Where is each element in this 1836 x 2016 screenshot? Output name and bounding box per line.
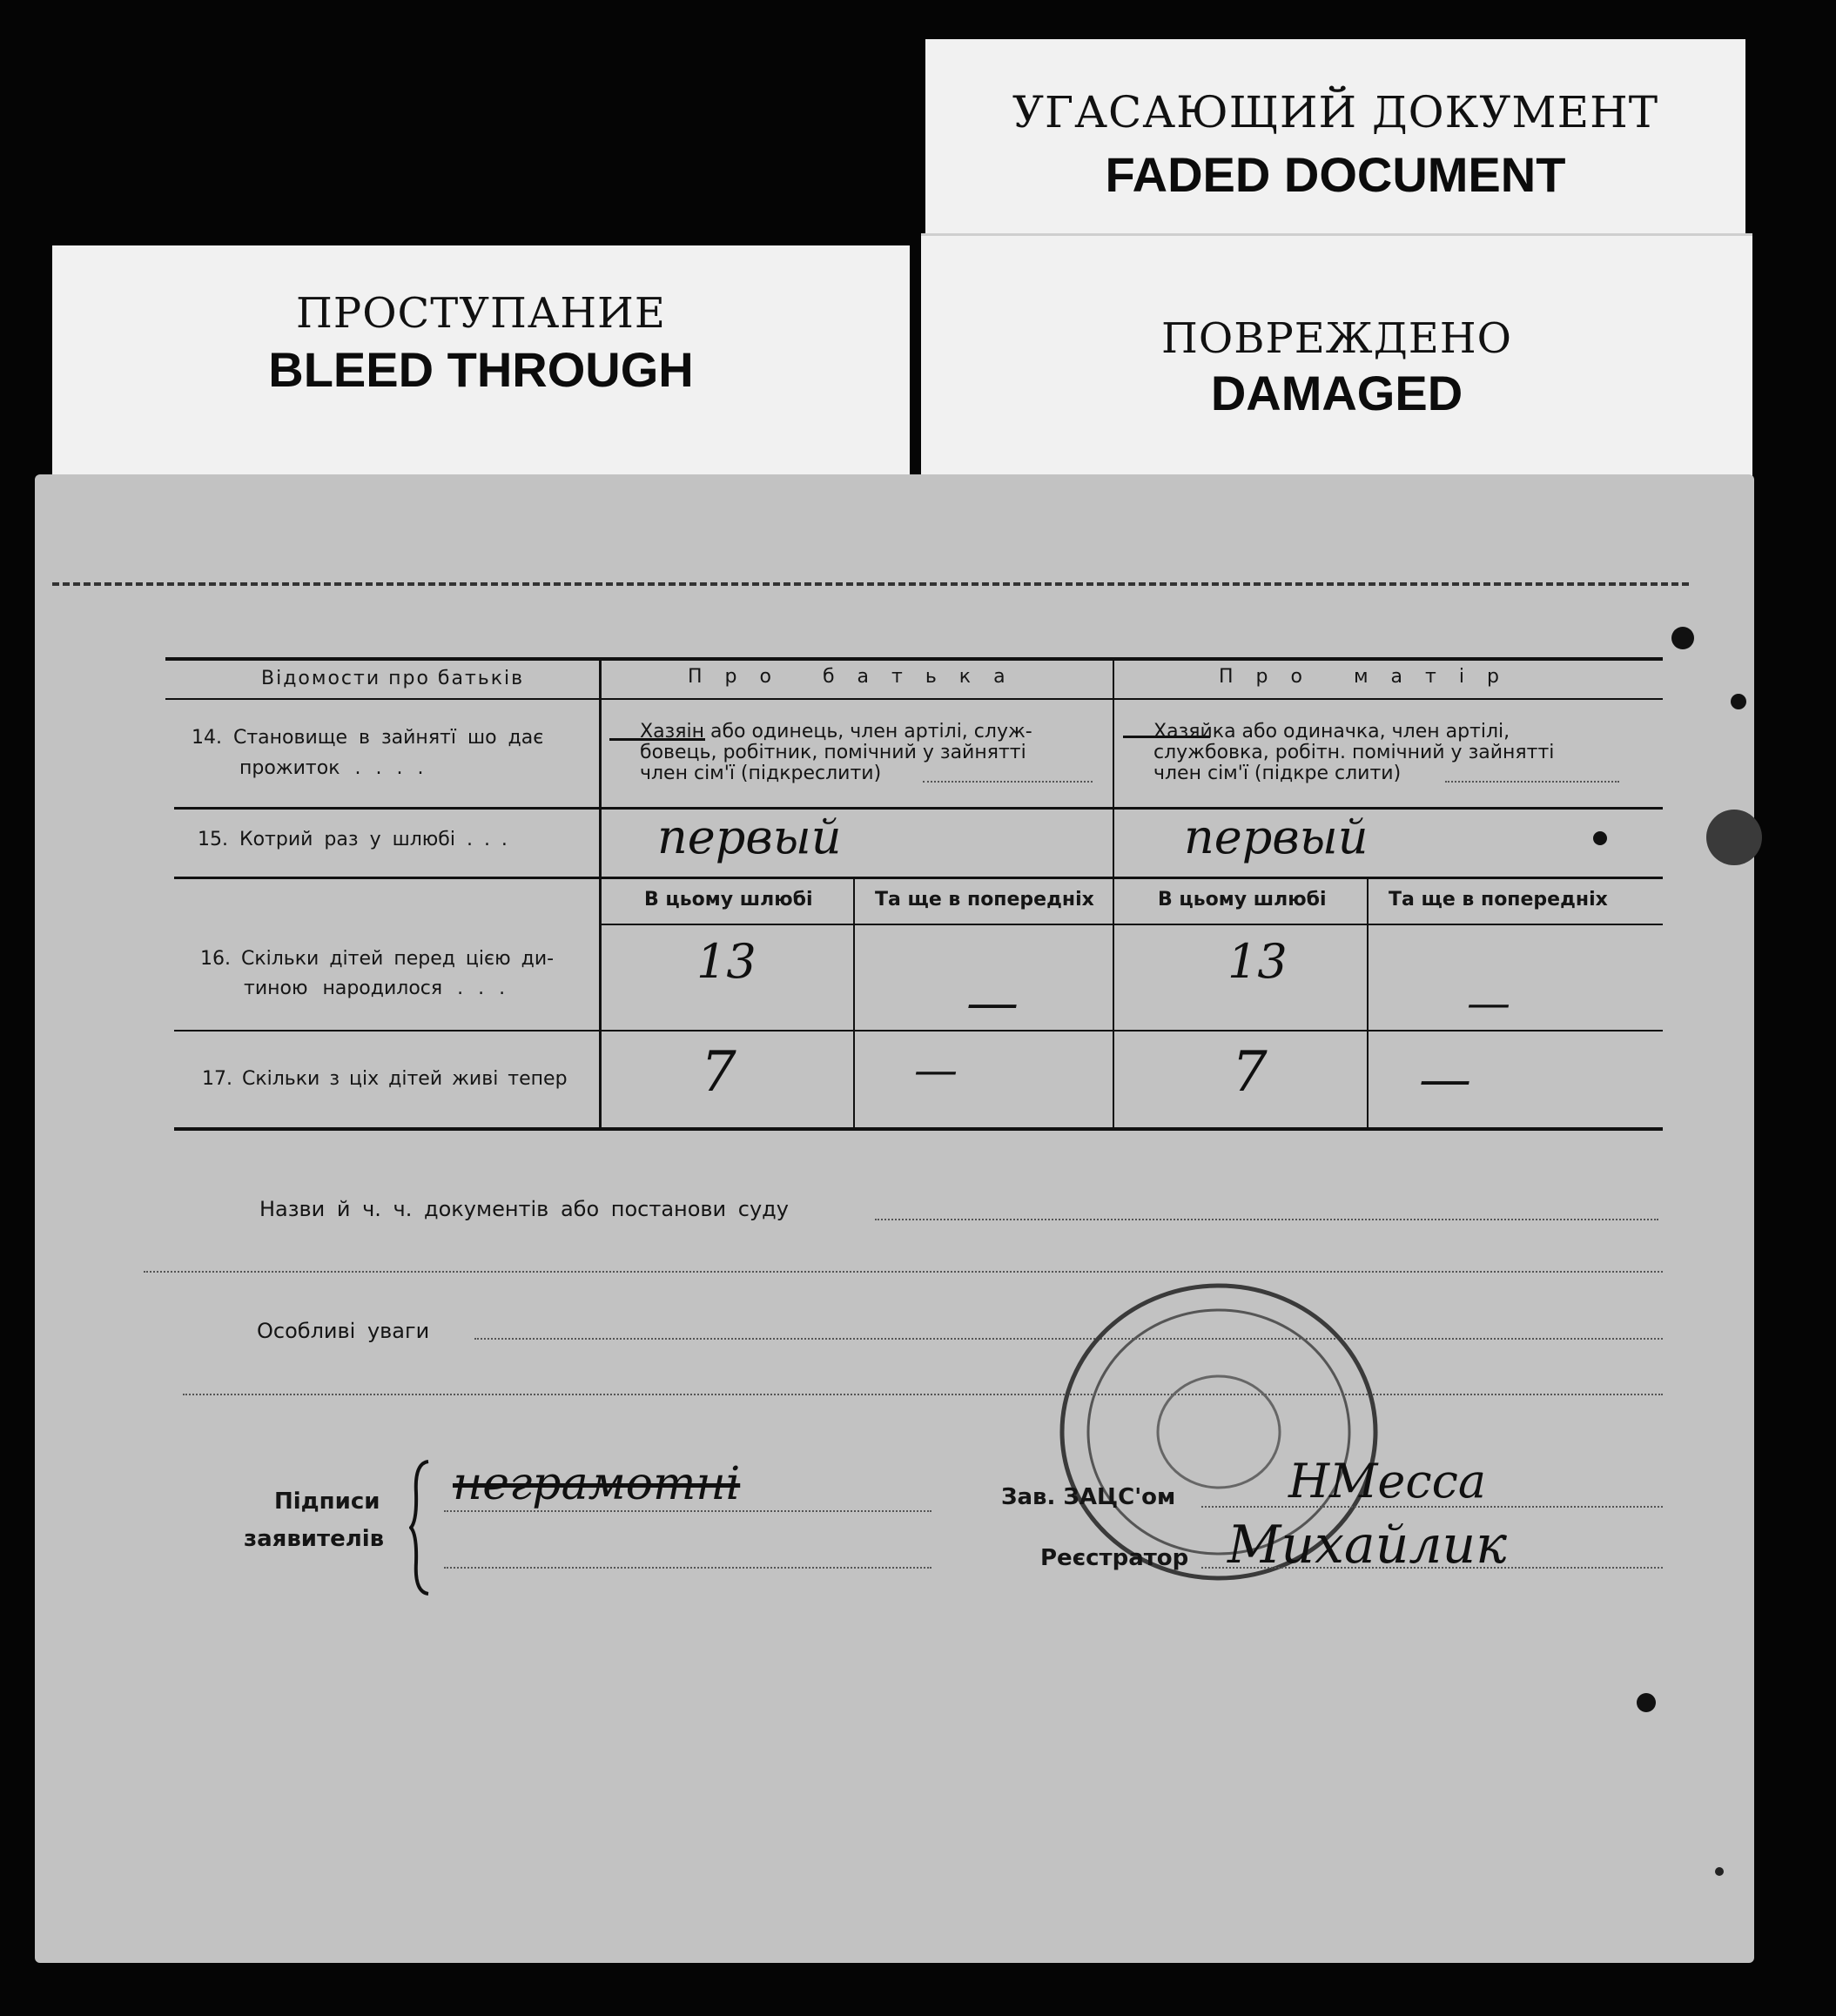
row14-mother-line2: службовка, робітн. помічний у зайнятті (1153, 742, 1555, 763)
row14-label-line2: прожиток . . . . (239, 757, 424, 779)
row16-mother-previous: — (1467, 978, 1510, 1028)
col-divider-mother-sub (1367, 878, 1369, 1129)
row15-label: 15. Котрий раз у шлюбі . . . (198, 829, 508, 850)
row14-mother-line1: Хазяйка або одиначка, член артілі, (1153, 721, 1510, 743)
remarks-dots-line2 (183, 1394, 1663, 1395)
row14-father-line2: бовець, робітник, помічний у зайнятті (640, 742, 1026, 763)
row14-label-line1: 14. Становище в зайнятї шо дає (192, 727, 544, 749)
card-damaged-ru: ПОВРЕЖДЕНО (1160, 314, 1513, 363)
applicants-signature: неграмотні (453, 1458, 741, 1510)
damage-hole-1 (1671, 627, 1694, 649)
row14-father-line3: член сім'ї (підкреслити) (640, 763, 882, 784)
row15-mother-value: первый (1184, 810, 1369, 864)
damage-hole-2 (1706, 810, 1762, 865)
col-header-info: Відомости про батьків (261, 668, 525, 689)
card-damaged (921, 233, 1752, 497)
registrar-signature: Михайлик (1227, 1515, 1508, 1576)
card-bleed-ru: ПРОСТУПАНИЕ (296, 289, 666, 338)
signatures-dots-line1 (444, 1510, 931, 1512)
row17-father-previous: — (914, 1045, 958, 1095)
subheader-father-previous: Та ще в попередніх (875, 889, 1094, 911)
card-faded-document (925, 39, 1745, 265)
row16-bottom-rule (174, 1030, 1663, 1032)
head-label: Зав. ЗАЦС'ом (1001, 1484, 1176, 1510)
row14-father-underline-mark (609, 738, 705, 741)
row14-mother-line3: член сім'ї (підкре слити) (1153, 763, 1402, 784)
registry-form-page (35, 474, 1754, 1963)
damage-hole-6 (1715, 1867, 1724, 1876)
row14-father-line1: Хазяін або одинець, член артілі, служ- (640, 721, 1032, 743)
row14-mother-underline-mark (1123, 736, 1210, 738)
row16-label-line1: 16. Скільки дітей перед цією ди- (200, 948, 555, 970)
subheader-mother-this: В цьому шлюбі (1158, 889, 1327, 911)
signatures-label-line2: заявителів (244, 1526, 385, 1552)
col-divider-parents (1113, 659, 1114, 1129)
damage-hole-4 (1731, 694, 1746, 709)
signatures-label-line1: Підписи (274, 1488, 380, 1515)
row14-bottom-rule (174, 807, 1663, 810)
signatures-dots-line2 (444, 1567, 931, 1569)
row14-father-dots (923, 781, 1093, 783)
card-bleed-en: BLEED THROUGH (268, 342, 694, 397)
head-signature: НМесса (1288, 1454, 1487, 1509)
perforation-line (52, 582, 1689, 586)
documents-label: Назви й ч. ч. документів або постанови суду (259, 1197, 789, 1221)
signatures-brace (409, 1458, 435, 1597)
row16-father-previous: — (966, 972, 1019, 1033)
row17-label: 17. Скільки з ціх дітей живі тепер (202, 1068, 568, 1090)
card-damaged-en: DAMAGED (1210, 366, 1463, 420)
subheader-mother-previous: Та ще в попередніх (1389, 889, 1608, 911)
card-faded-en: FADED DOCUMENT (1105, 147, 1566, 202)
row17-father-this: 7 (701, 1040, 736, 1105)
row16-mother-this: 13 (1227, 934, 1288, 989)
subheader-bottom-rule (601, 924, 1663, 925)
registrar-label: Реєстратор (1040, 1545, 1189, 1571)
row16-label-line2: тиною народилося . . . (244, 978, 506, 999)
row16-father-this: 13 (696, 934, 757, 989)
row17-mother-this: 7 (1232, 1040, 1268, 1105)
damage-hole-5 (1637, 1693, 1656, 1712)
remarks-label: Особливі уваги (257, 1319, 430, 1343)
table-top-rule (165, 657, 1663, 661)
row14-mother-dots (1445, 781, 1619, 783)
subheader-father-this: В цьому шлюбі (644, 889, 813, 911)
col-header-mother: Про матір (1219, 666, 1522, 688)
row17-mother-previous: — (1419, 1049, 1471, 1110)
row15-father-value: первый (657, 810, 842, 864)
registrar-dots (1201, 1567, 1663, 1569)
col-divider-father-sub (853, 878, 855, 1129)
head-dots (1201, 1506, 1663, 1508)
card-bleed-through (52, 245, 910, 507)
table-bottom-rule (174, 1127, 1663, 1131)
documents-dots-line2 (144, 1271, 1663, 1273)
table-header-rule (165, 698, 1663, 700)
documents-dots-line1 (875, 1219, 1658, 1220)
col-header-father: Про батька (688, 666, 1028, 688)
row15-bottom-rule (174, 877, 1663, 879)
card-faded-ru: УГАСАЮЩИЙ ДОКУМЕНТ (1012, 87, 1659, 138)
col-divider-info (599, 659, 602, 1129)
damage-hole-3 (1593, 831, 1607, 845)
